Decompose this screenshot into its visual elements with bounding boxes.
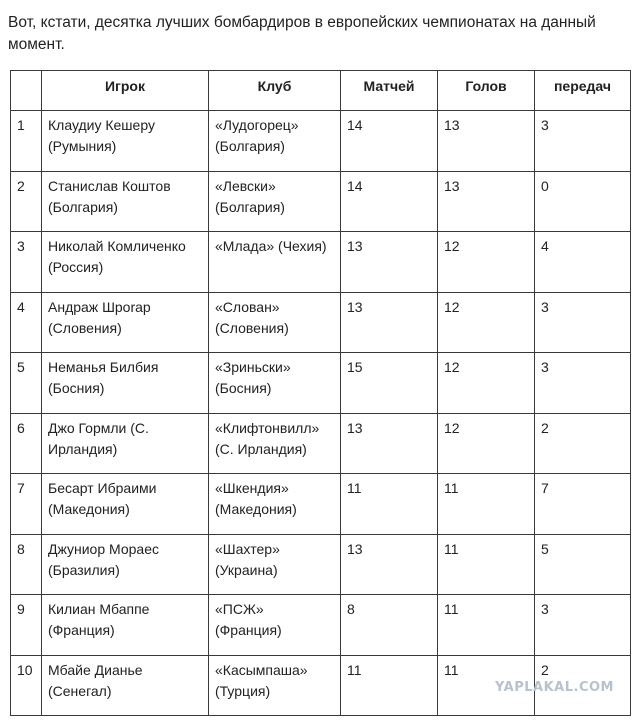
cell-club: «Шахтер» (Украина)	[209, 534, 341, 595]
header-assists: передач	[535, 71, 631, 111]
cell-player: Станислав Коштов (Болгария)	[42, 171, 209, 232]
cell-goals: 11	[438, 474, 535, 535]
cell-assists: 4	[535, 232, 631, 293]
table-row	[11, 171, 631, 232]
header-goals: Голов	[438, 71, 535, 111]
header-num	[11, 71, 42, 111]
cell-assists: 3	[535, 595, 631, 656]
cell-matches: 14	[341, 171, 438, 232]
cell-club: «ПСЖ» (Франция)	[209, 595, 341, 656]
cell-goals: 11	[438, 534, 535, 595]
cell-club: «Млада» (Чехия)	[209, 232, 341, 293]
cell-player: Николай Комличенко (Россия)	[42, 232, 209, 293]
cell-goals: 11	[438, 595, 535, 656]
cell-goals: 12	[438, 292, 535, 353]
header-club: Клуб	[209, 71, 341, 111]
cell-assists: 2	[535, 655, 631, 716]
cell-num: 4	[11, 292, 42, 353]
cell-club: «Лудогорец» (Болгария)	[209, 111, 341, 172]
cell-matches: 13	[341, 534, 438, 595]
cell-num: 6	[11, 413, 42, 474]
cell-num: 7	[11, 474, 42, 535]
cell-club: «Слован» (Словения)	[209, 292, 341, 353]
cell-assists: 0	[535, 171, 631, 232]
cell-player: Бесарт Ибраими (Македония)	[42, 474, 209, 535]
cell-player: Андраж Шporар (Словения)	[42, 292, 209, 353]
cell-player: Неманья Билбия (Босния)	[42, 353, 209, 414]
table-row	[11, 111, 631, 172]
cell-player: Джо Гормли (С. Ирландия)	[42, 413, 209, 474]
cell-num: 10	[11, 655, 42, 716]
cell-assists: 3	[535, 353, 631, 414]
header-matches: Матчей	[341, 71, 438, 111]
table-row	[11, 474, 631, 535]
cell-assists: 5	[535, 534, 631, 595]
intro-text: Вот, кстати, десятка лучших бомбардиров в европейских чемпионатах на данный момент.	[8, 14, 596, 53]
site-watermark: YAPLAKAL.COM	[495, 680, 614, 695]
top-scorers-table	[10, 70, 631, 716]
cell-matches: 14	[341, 111, 438, 172]
cell-assists: 3	[535, 111, 631, 172]
table-row	[11, 232, 631, 293]
cell-matches: 15	[341, 353, 438, 414]
cell-num: 5	[11, 353, 42, 414]
table-row	[11, 292, 631, 353]
cell-player: Джуниор Мораес (Бразилия)	[42, 534, 209, 595]
cell-matches: 11	[341, 655, 438, 716]
cell-matches: 13	[341, 232, 438, 293]
cell-club: «Касымпаша» (Турция)	[209, 655, 341, 716]
table-row	[11, 353, 631, 414]
cell-club: «Левски» (Болгария)	[209, 171, 341, 232]
cell-matches: 13	[341, 413, 438, 474]
cell-club: «Шкендия» (Македония)	[209, 474, 341, 535]
cell-goals: 12	[438, 413, 535, 474]
table-row	[11, 413, 631, 474]
cell-num: 8	[11, 534, 42, 595]
cell-goals: 12	[438, 353, 535, 414]
cell-num: 1	[11, 111, 42, 172]
cell-num: 2	[11, 171, 42, 232]
cell-matches: 8	[341, 595, 438, 656]
cell-player: Мбайе Дианье (Сенегал)	[42, 655, 209, 716]
cell-matches: 11	[341, 474, 438, 535]
cell-club: «Зриньски» (Босния)	[209, 353, 341, 414]
table-row	[11, 595, 631, 656]
cell-num: 9	[11, 595, 42, 656]
cell-goals: 13	[438, 111, 535, 172]
cell-goals: 11	[438, 655, 535, 716]
cell-assists: 7	[535, 474, 631, 535]
cell-player: Клаудиу Кешеру (Румыния)	[42, 111, 209, 172]
header-player: Игрок	[42, 71, 209, 111]
cell-goals: 12	[438, 232, 535, 293]
cell-goals: 13	[438, 171, 535, 232]
table-row	[11, 534, 631, 595]
cell-assists: 3	[535, 292, 631, 353]
cell-player: Килиан Мбаппе (Франция)	[42, 595, 209, 656]
cell-club: «Клифтонвилл» (С. Ирландия)	[209, 413, 341, 474]
table-header-row	[11, 71, 631, 111]
cell-matches: 13	[341, 292, 438, 353]
cell-num: 3	[11, 232, 42, 293]
cell-assists: 2	[535, 413, 631, 474]
